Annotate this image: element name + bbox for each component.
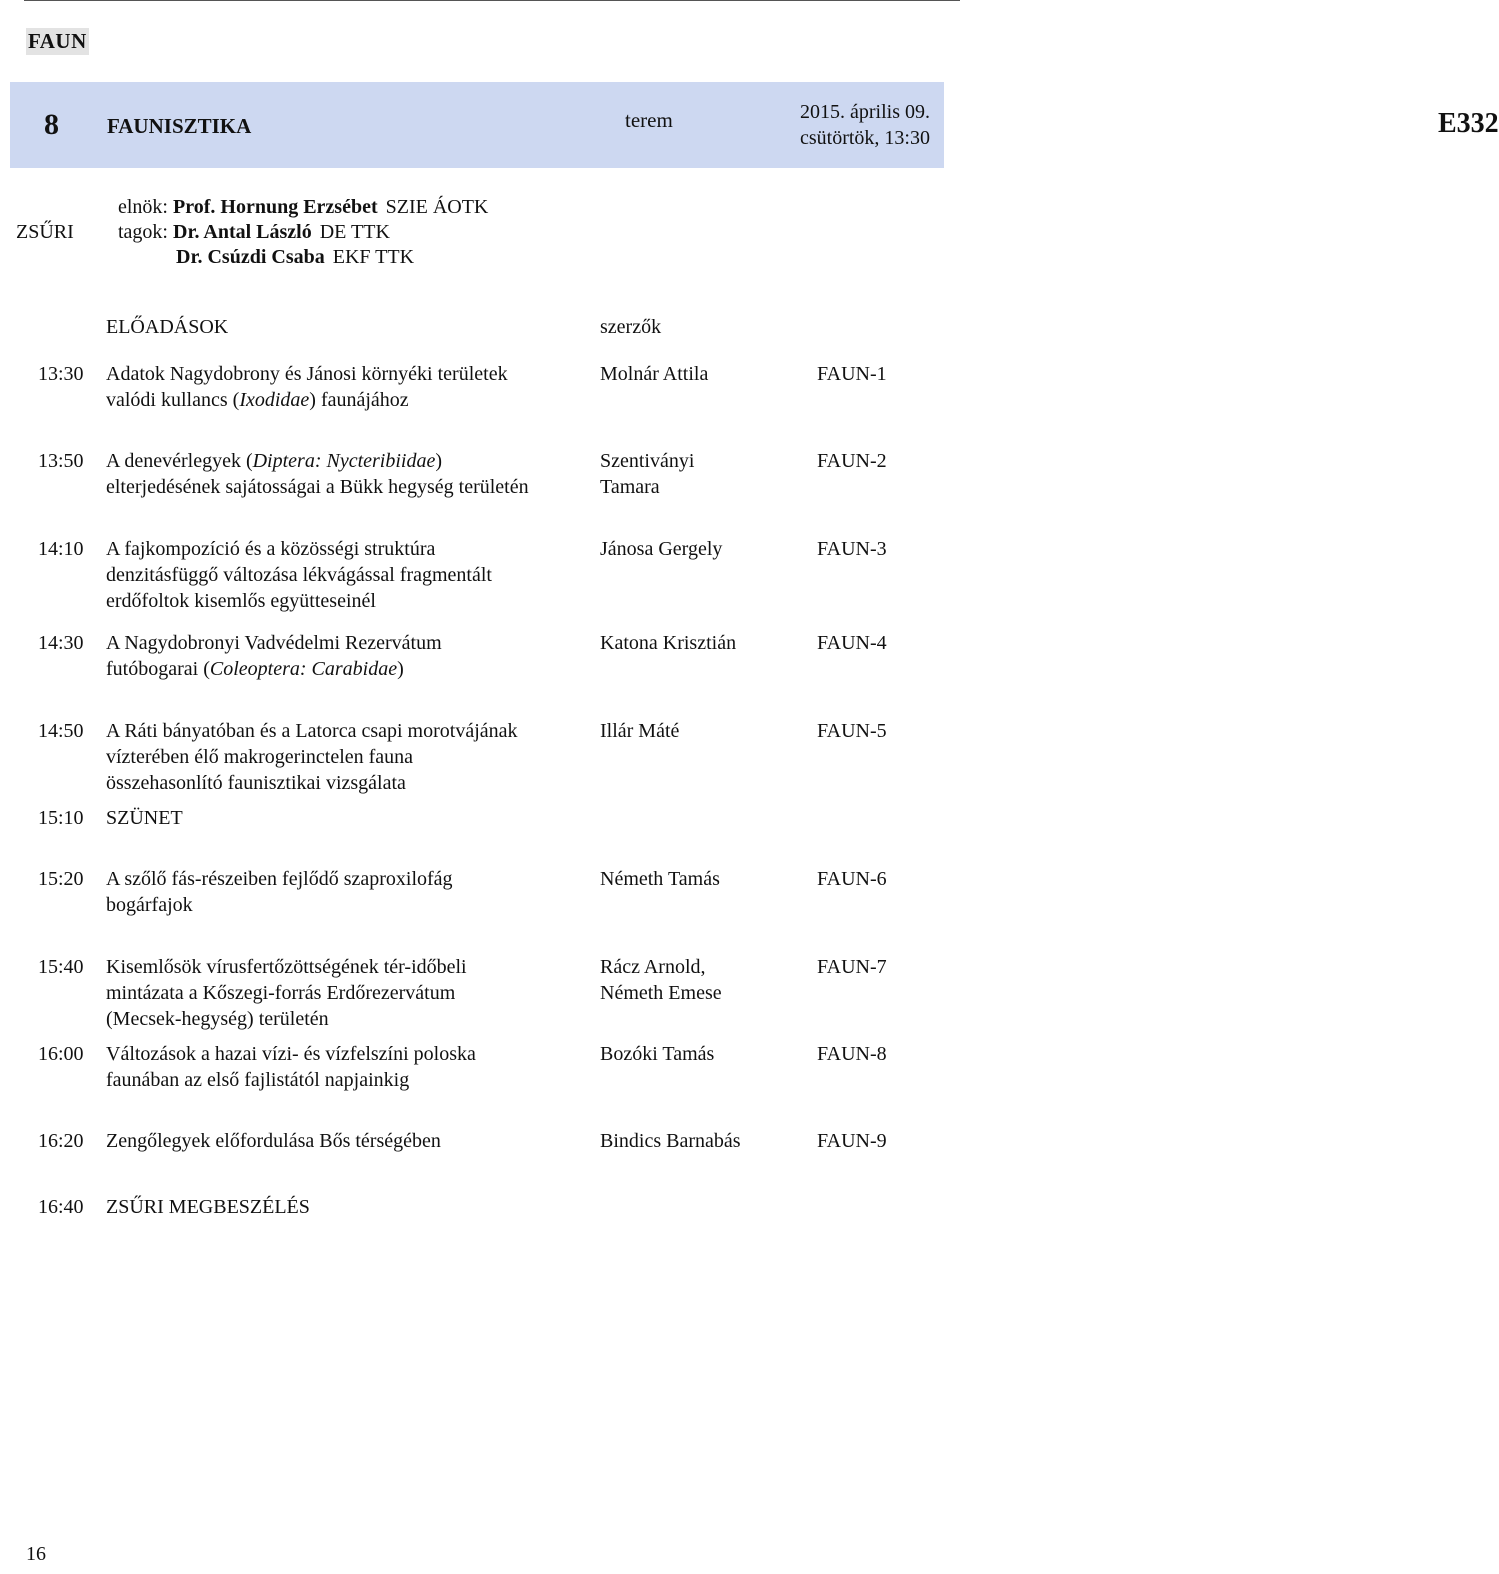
jury-role: elnök: — [118, 196, 168, 218]
section-number: 8 — [44, 108, 59, 141]
room-word: terem — [625, 108, 673, 132]
jury-label: ZSŰRI — [16, 221, 74, 243]
authors-column-header: szerzők — [600, 316, 662, 338]
session-date: 2015. április 09. — [800, 101, 930, 123]
author-line: Jánosa Gergely — [600, 538, 723, 560]
talk-title — [106, 1194, 586, 1220]
talk-code: FAUN-6 — [817, 868, 887, 890]
talk-title-line: A Ráti bányatóban és a Latorca csapi morotvájának — [106, 720, 518, 742]
talk-title-line: mintázata a Kőszegi-forrás Erdőrezervátum — [106, 982, 456, 1004]
talk-title-line: denzitásfüggő változása lékvágással fragmentált — [106, 564, 492, 586]
author-line: Németh Tamás — [600, 868, 720, 890]
talk-title-line: Kisemlősök vírusfertőzöttségének tér-időbeli — [106, 956, 467, 978]
talk-title-line: erdőfoltok kisemlős együtteseinél — [106, 590, 376, 612]
talk-authors — [600, 718, 800, 744]
talk-title — [106, 448, 586, 500]
talk-title — [106, 630, 586, 682]
talk-authors — [600, 1041, 800, 1067]
section-header — [10, 82, 1499, 168]
talk-time: 15:20 — [38, 868, 84, 890]
talk-title — [106, 954, 586, 1032]
talk-time: 13:30 — [38, 363, 84, 385]
talk-code: FAUN-1 — [817, 363, 887, 385]
author-line: Tamara — [600, 476, 660, 498]
jury-member — [176, 246, 414, 269]
talk-time: 15:10 — [38, 807, 84, 829]
talk-title-line: Zengőlegyek előfordulása Bős térségében — [106, 1130, 441, 1152]
author-line: Rácz Arnold, — [600, 956, 706, 978]
talk-title-line: A Nagydobronyi Vadvédelmi Rezervátum — [106, 632, 442, 654]
talk-time: 16:00 — [38, 1043, 84, 1065]
author-line: Illár Máté — [600, 720, 680, 742]
talk-authors — [600, 448, 800, 500]
author-line: Katona Krisztián — [600, 632, 737, 654]
talk-code: FAUN-2 — [817, 450, 887, 472]
talk-title — [106, 536, 586, 614]
talk-title-line: valódi kullancs (Ixodidae) faunájához — [106, 389, 409, 411]
jury-institution: EKF TTK — [332, 246, 415, 268]
talk-code: FAUN-4 — [817, 632, 887, 654]
author-line: Bozóki Tamás — [600, 1043, 715, 1065]
jury-role: tagok: — [118, 221, 168, 243]
section-tag: FAUN — [28, 29, 87, 53]
session-datetime — [800, 99, 930, 151]
talk-title-line: vízterében élő makrogerinctelen fauna — [106, 746, 414, 768]
talk-title — [106, 361, 586, 413]
talk-code: FAUN-3 — [817, 538, 887, 560]
talk-code: FAUN-9 — [817, 1130, 887, 1152]
talk-authors — [600, 536, 800, 562]
talk-title-line: ZSŰRI MEGBESZÉLÉS — [106, 1196, 310, 1218]
talk-title-line: bogárfajok — [106, 894, 193, 916]
jury-name: Dr. Csúzdi Csaba — [176, 246, 325, 268]
talk-title-line: Adatok Nagydobrony és Jánosi környéki területek — [106, 363, 508, 385]
talk-title — [106, 805, 586, 831]
talk-time: 16:20 — [38, 1130, 84, 1152]
talk-time: 13:50 — [38, 450, 84, 472]
jury-member — [118, 221, 390, 244]
talk-title-line: A fajkompozíció és a közösségi struktúra — [106, 538, 436, 560]
author-line: Németh Emese — [600, 982, 722, 1004]
top-rule — [24, 0, 960, 1]
talk-authors — [600, 1128, 800, 1154]
talk-title-line: SZÜNET — [106, 807, 183, 829]
talk-title-line: faunában az első fajlistától napjainkig — [106, 1069, 410, 1091]
section-title: FAUNISZTIKA — [107, 114, 252, 138]
talk-time: 14:10 — [38, 538, 84, 560]
talk-authors — [600, 954, 800, 1006]
talk-title-line: elterjedésének sajátosságai a Bükk hegység területén — [106, 476, 529, 498]
talk-code: FAUN-5 — [817, 720, 887, 742]
author-line: Szentiványi — [600, 450, 695, 472]
talk-time: 14:50 — [38, 720, 84, 742]
talk-code: FAUN-7 — [817, 956, 887, 978]
jury-name: Dr. Antal László — [173, 221, 312, 243]
author-line: Bindics Barnabás — [600, 1130, 741, 1152]
talk-title — [106, 866, 586, 918]
jury-block — [0, 192, 960, 282]
talk-title — [106, 1128, 586, 1154]
talk-title-line: (Mecsek-hegység) területén — [106, 1008, 329, 1030]
talks-column-header: ELŐADÁSOK — [106, 316, 229, 338]
talk-authors — [600, 630, 800, 656]
session-day-time: csütörtök, 13:30 — [800, 127, 930, 149]
author-line: Molnár Attila — [600, 363, 709, 385]
talk-authors — [600, 866, 800, 892]
talk-title — [106, 1041, 586, 1093]
talk-time: 14:30 — [38, 632, 84, 654]
talk-title-line: futóbogarai (Coleoptera: Carabidae) — [106, 658, 404, 680]
talk-title-line: A szőlő fás-részeiben fejlődő szaproxilofág — [106, 868, 453, 890]
room-code: E332 — [1438, 108, 1499, 139]
talk-title — [106, 718, 586, 796]
page-number: 16 — [26, 1543, 46, 1565]
jury-institution: DE TTK — [319, 221, 390, 243]
jury-name: Prof. Hornung Erzsébet — [173, 196, 378, 218]
talk-title-line: összehasonlító faunisztikai vizsgálata — [106, 772, 406, 794]
talk-time: 15:40 — [38, 956, 84, 978]
talk-title-line: A denevérlegyek (Diptera: Nycteribiidae) — [106, 450, 443, 472]
talk-time: 16:40 — [38, 1196, 84, 1218]
talk-title-line: Változások a hazai vízi- és vízfelszíni poloska — [106, 1043, 476, 1065]
talk-authors — [600, 361, 800, 387]
jury-institution: SZIE ÁOTK — [385, 196, 489, 218]
jury-chair — [118, 196, 488, 219]
talk-code: FAUN-8 — [817, 1043, 887, 1065]
